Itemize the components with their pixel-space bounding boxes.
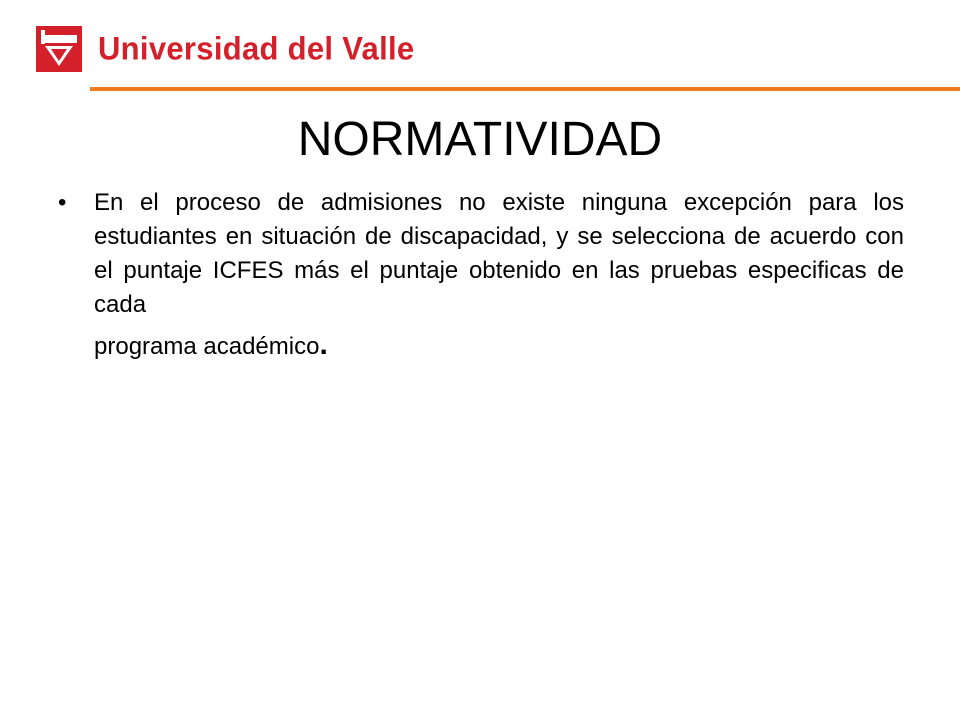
bullet-text-last-line — [94, 328, 904, 364]
bullet-period: . — [319, 328, 328, 361]
slide-title: NORMATIVIDAD — [297, 113, 663, 166]
bullet-item — [58, 186, 904, 364]
universidad-del-valle-shield-icon — [36, 26, 82, 72]
brand-name: Universidad del Valle — [98, 30, 415, 67]
bullet-icon: • — [58, 189, 67, 216]
bullet-list — [58, 186, 904, 364]
slide-content — [58, 186, 904, 364]
header — [36, 24, 414, 74]
bullet-text-end: programa académico — [94, 333, 320, 360]
bullet-text: En el proceso de admisiones no existe ninguna excepción para los estudiantes en situación de discapacidad, y se selecciona de acuerdo con el puntaje ICFES más el puntaje obtenido en las pruebas especificas de cada — [94, 189, 904, 318]
header-divider — [90, 87, 960, 91]
